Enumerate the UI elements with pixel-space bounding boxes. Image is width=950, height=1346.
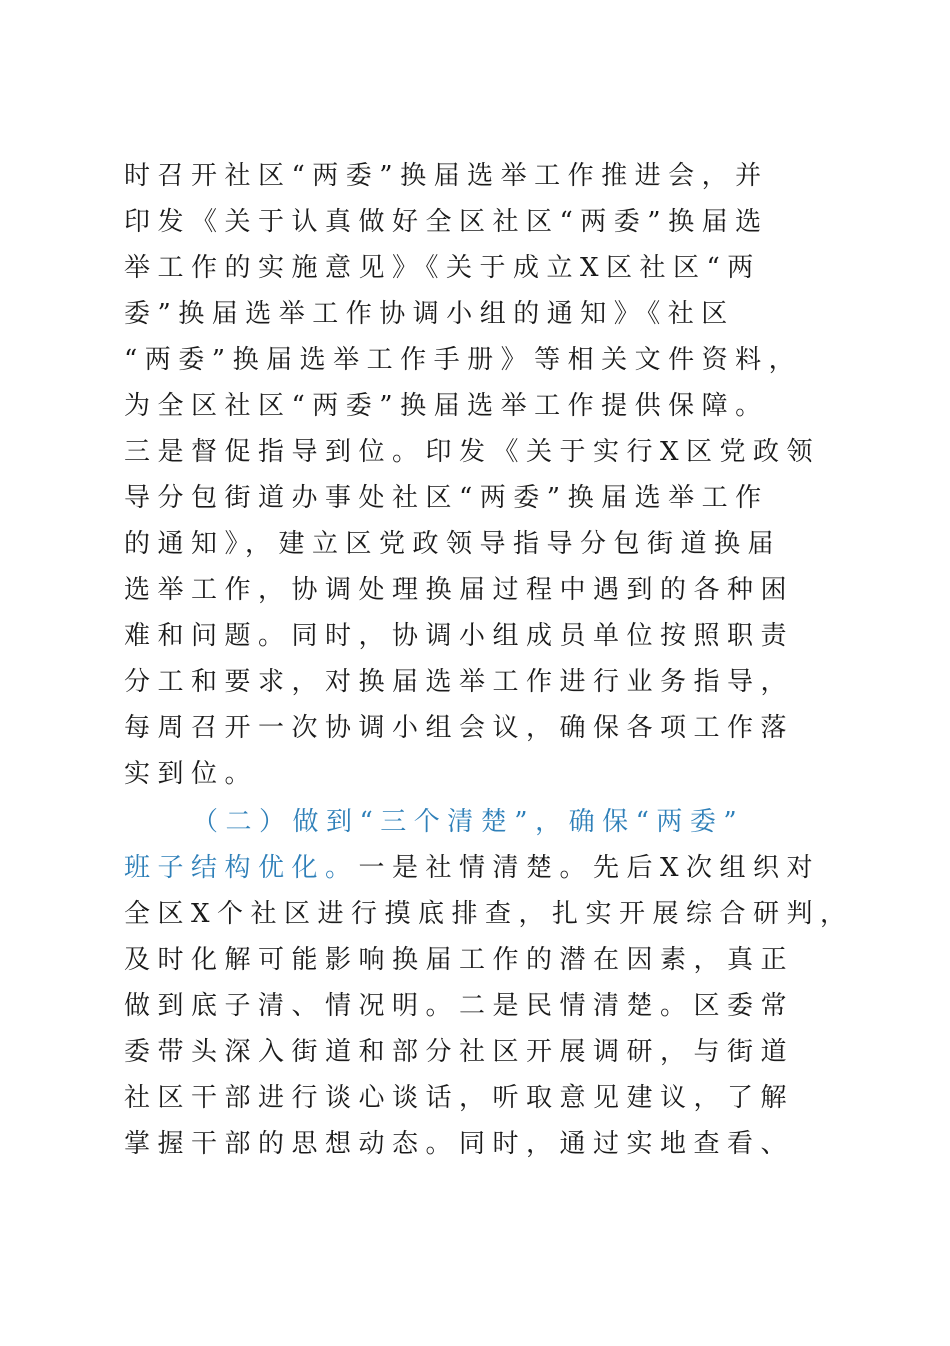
- body-text-line: 实到位。: [124, 759, 259, 789]
- section-heading: （二）做到“三个清楚”，确保“两委”: [192, 807, 745, 837]
- body-text-line: 举工作的实施意见》《关于成立X区社区“两: [124, 253, 761, 283]
- body-text-span: 一是社情清楚。先后X次组织对: [358, 853, 821, 883]
- body-text-line: 做到底子清、情况明。二是民情清楚。区委常: [124, 991, 795, 1021]
- body-text-line: 委带头深入街道和部分社区开展调研，与街道: [124, 1037, 795, 1067]
- body-text-line: 导分包街道办事处社区“两委”换届选举工作: [124, 483, 769, 513]
- body-text-line: 掌握干部的思想动态。同时，通过实地查看、: [124, 1129, 795, 1159]
- body-text-line: 委”换届选举工作协调小组的通知》《社区: [124, 299, 735, 329]
- body-text-line: 每周召开一次协调小组会议，确保各项工作落: [124, 713, 795, 743]
- body-text-line: “两委”换届选举工作手册》等相关文件资料，: [124, 345, 803, 375]
- body-text-line: 分工和要求，对换届选举工作进行业务指导，: [124, 667, 795, 697]
- body-text-line: 社区干部进行谈心谈话，听取意见建议，了解: [124, 1083, 795, 1113]
- body-text-line: 及时化解可能影响换届工作的潜在因素，真正: [124, 945, 795, 975]
- body-text-line: 的通知》，建立区党政领导指导分包街道换届: [124, 529, 782, 559]
- body-text-line: 时召开社区“两委”换届选举工作推进会，并: [124, 161, 769, 191]
- body-text-line: 三是督促指导到位。印发《关于实行X区党政领: [124, 437, 821, 467]
- body-text-line: 全区X个社区进行摸底排查，扎实开展综合研判，: [124, 899, 854, 929]
- body-text-line: 为全区社区“两委”换届选举工作提供保障。: [124, 391, 769, 421]
- body-text-line: 难和问题。同时，协调小组成员单位按照职责: [124, 621, 795, 651]
- section-heading-tail: 班子结构优化。: [124, 853, 359, 883]
- body-text-line: 选举工作，协调处理换届过程中遇到的各种困: [124, 575, 795, 605]
- section-heading-continuation: [124, 848, 824, 888]
- body-text-line: 印发《关于认真做好全区社区“两委”换届选: [124, 207, 769, 237]
